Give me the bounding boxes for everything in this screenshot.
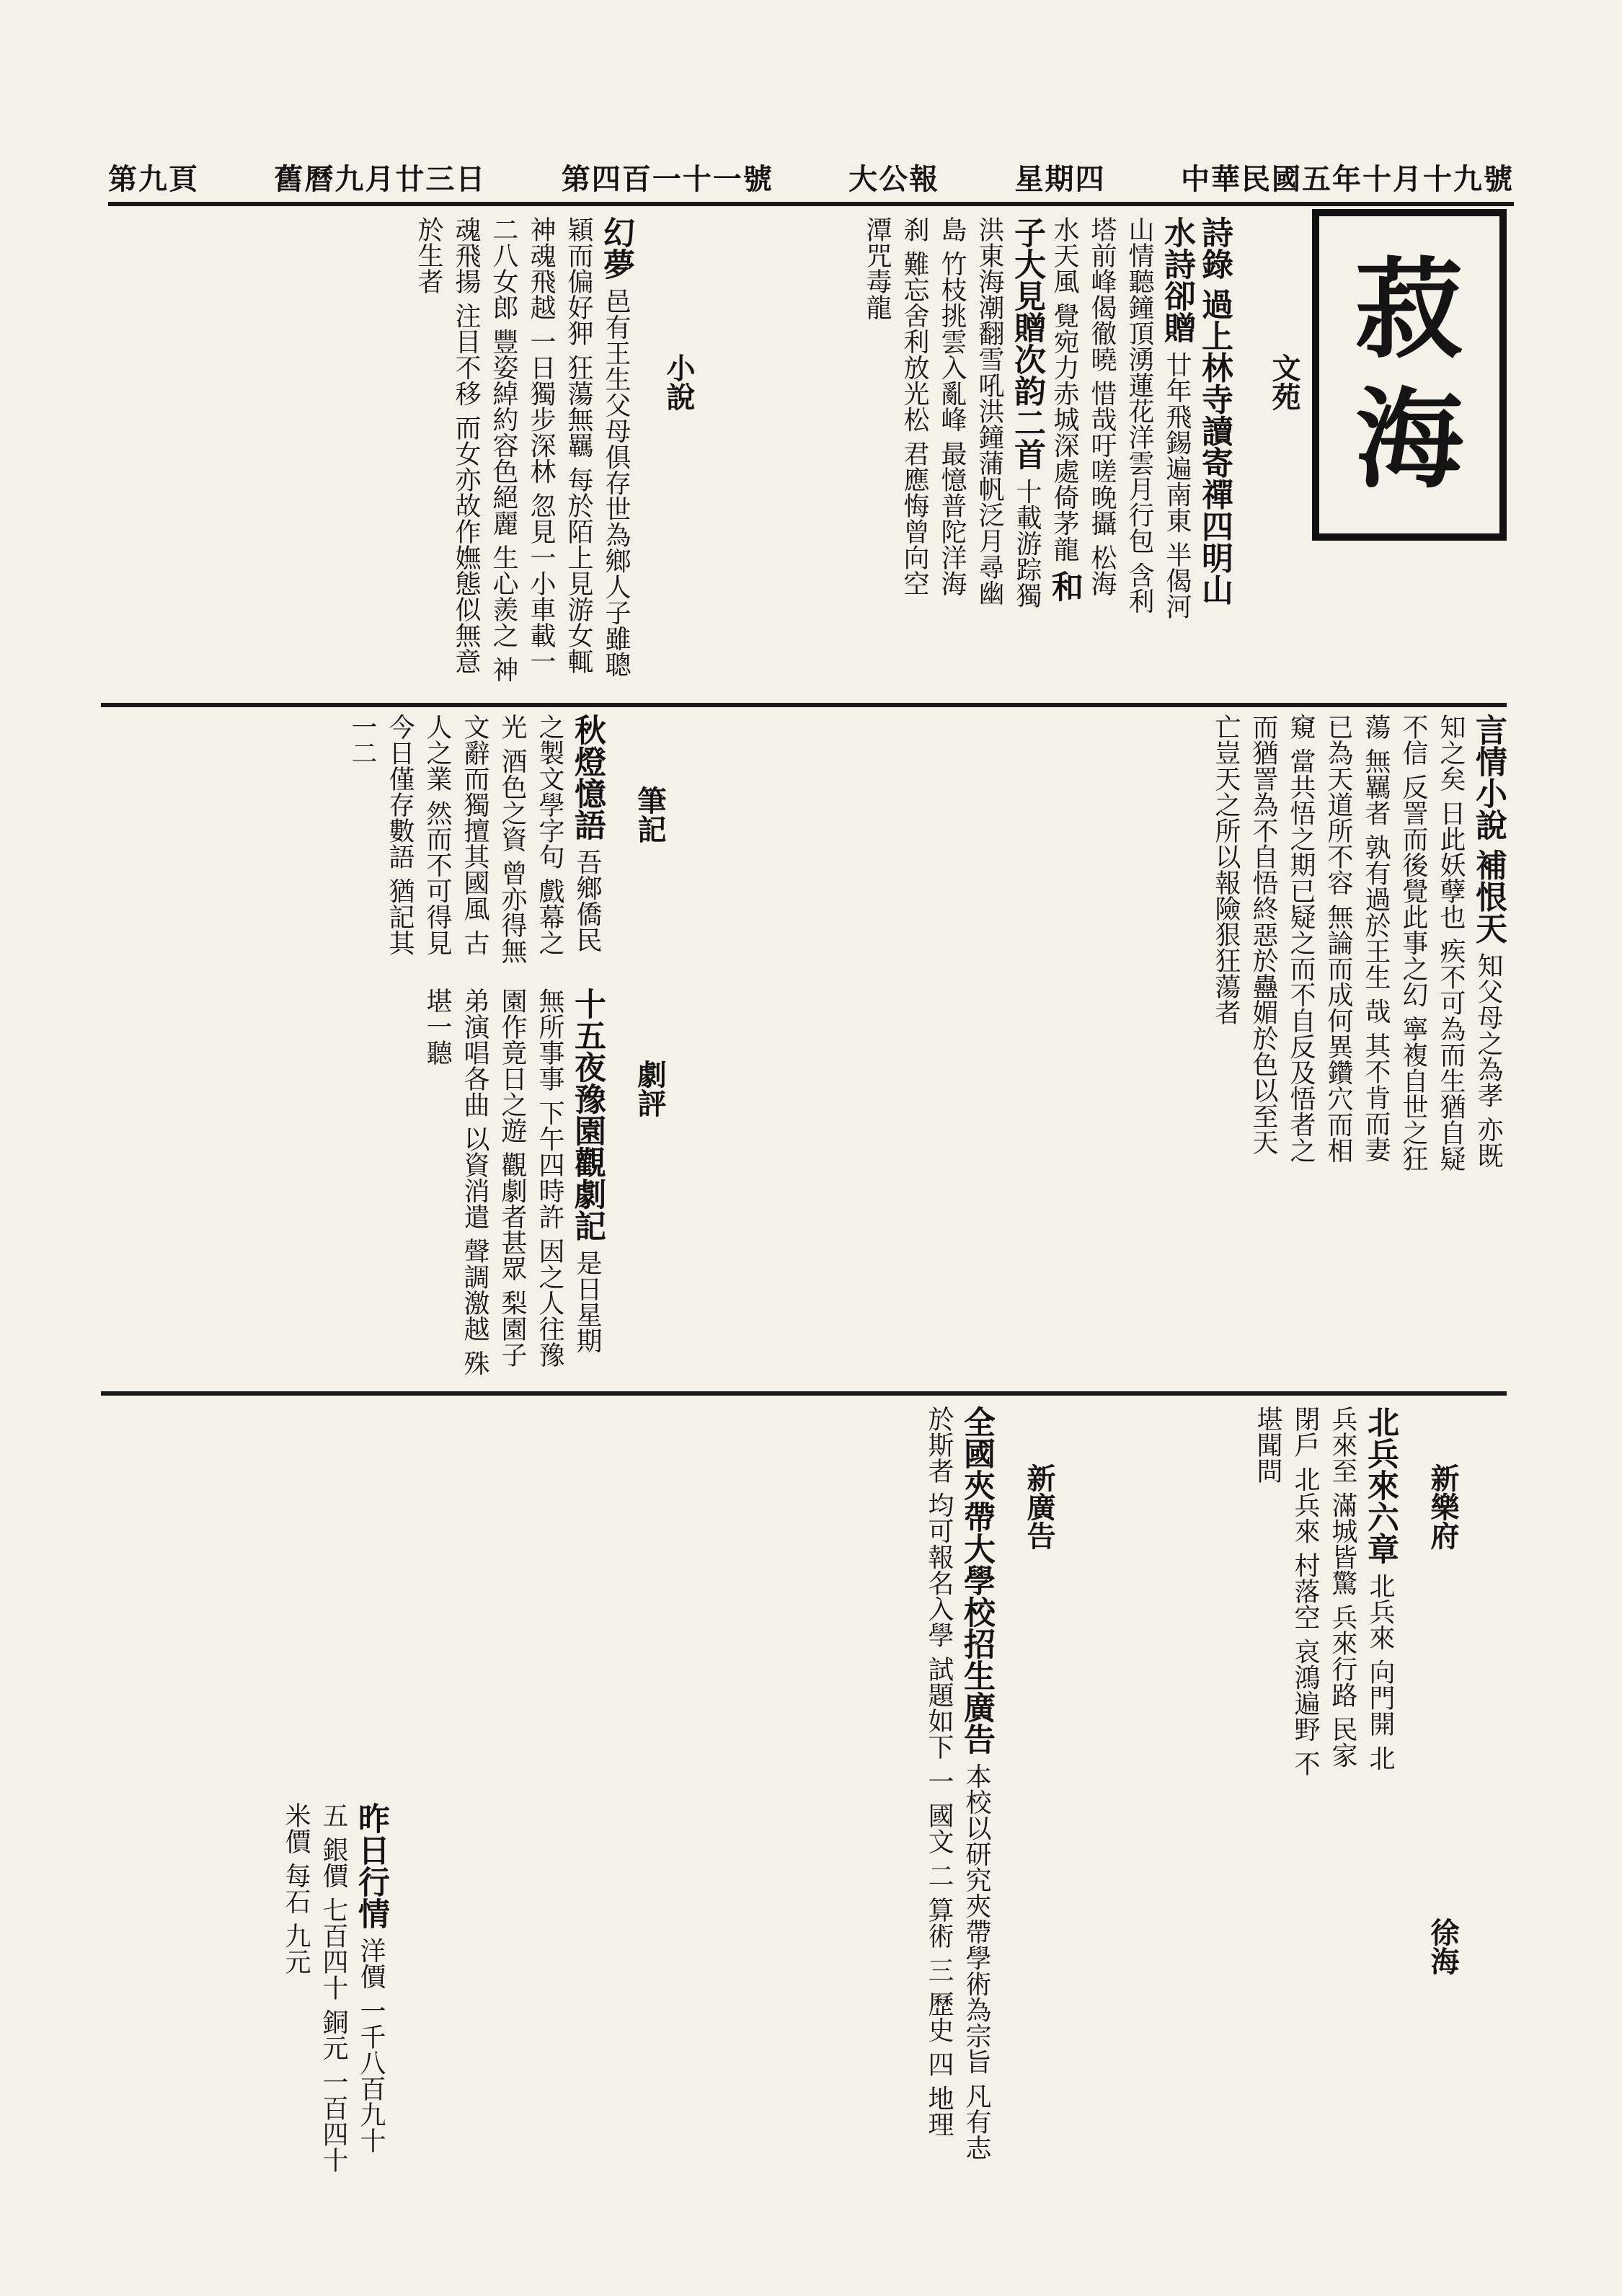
juping-label: 劇評 xyxy=(633,1060,667,1117)
wenyuan-label: 文苑 xyxy=(1267,353,1301,411)
xuhai-body: 洋價 一千八百九十五 銀價 七百四十 銅元 一百四十 米價 每石 九元 xyxy=(281,1802,386,2173)
biji-label: 筆記 xyxy=(633,786,667,843)
novel-huanmeng xyxy=(101,216,634,692)
poetry-heading: 詩錄 xyxy=(1196,216,1233,280)
xinyuefu-label: 新樂府 xyxy=(1426,1463,1460,1550)
section-title-box xyxy=(1312,209,1507,541)
xiaoshuo-label: 小說 xyxy=(662,353,696,411)
masthead-weekday: 星期四 xyxy=(1014,161,1106,196)
buhentian-subtitle: 言情小說 xyxy=(1470,714,1507,841)
novel-body: 邑有王生父母俱存世為鄉人子雖聰穎而偏好狎 狂蕩無羈 每於陌上見游女輒神魂飛越 一日獨步深林 忽見一小車載一二八女郎 豐姿綽約容色絕麗 生心羨之 神魂飛揚 注目不移 而女亦故作嫵態似無意於生者 xyxy=(414,216,631,683)
section-title-char-1: 菽 xyxy=(1355,247,1463,373)
xuhai-label: 徐海 xyxy=(1426,1918,1460,1975)
poetry-block xyxy=(829,216,1233,620)
masthead-issue: 第四百一十一號 xyxy=(561,161,774,196)
juping-title: 十五夜豫園觀劇記 xyxy=(569,988,606,1241)
xinguanggao-label: 新廣告 xyxy=(1022,1463,1056,1550)
poem-title: 過上林寺讀寄禪四明山水詩卻贈 xyxy=(1158,216,1233,606)
juping-article xyxy=(101,988,606,1377)
juping-body: 是日星期無所事事 下午四時許 因之人往豫園作竟日之遊 觀劇者甚眾 梨園子弟演唱各曲 以資消遣 聲調激越 殊堪一聽 xyxy=(422,988,602,1376)
qiudeng-title: 秋燈憶語 xyxy=(569,714,606,841)
guanggao-title: 全國夾帶大學校招生廣告 xyxy=(958,1406,995,1755)
buhentian-body: 知父母之為孝 亦既知之矣 日此妖孽也 疾不可為而生猶自疑不信 反詈而後覺此事之幻 寧複自世之狂蕩 無羈者 孰有過於王生 哉 其不肯而妻已為天道所不容 無論而成何異鑽穴而相窺 當共悟之期已疑之而不自反及悟者之而猶詈為不自悟終惡於蠱媚於色以至天亡豈天之所以報險狠狂蕩者 xyxy=(1211,714,1503,1171)
section-title-char-2: 海 xyxy=(1355,376,1463,503)
masthead xyxy=(108,151,1514,206)
novel-title: 幻夢 xyxy=(598,216,634,280)
poem-title-2: 和子大見贈次韵二首 xyxy=(1009,216,1083,602)
divider-1 xyxy=(101,703,1507,707)
novel-buhentian xyxy=(829,714,1507,1175)
xuhai-title: 昨日行情 xyxy=(353,1802,389,1929)
masthead-lunar-date: 舊曆九月廿三日 xyxy=(274,161,487,196)
qiudeng-article xyxy=(101,714,606,973)
qiudeng-body: 吾鄉僑民之製文學字句 戲幕之光 酒色之資 曾亦得無文辭而獨擅其國風 古人之業 然而不可得見 今日僅存數語 猶記其一二 xyxy=(347,714,602,964)
yuefu-title: 北兵來六章 xyxy=(1362,1406,1399,1564)
xuhai-article xyxy=(101,1802,389,2177)
poem-body: 廿年飛錫遍南東 半偈河山情聽鐘頂湧蓮花洋雲月行包 含利塔前峰偈徹曉 惜哉吁嗟晚攝 松海水天風 覺宛力赤城深處倚茅龍 xyxy=(1050,216,1192,619)
buhentian-title: 補恨天 xyxy=(1470,848,1507,944)
yuefu-body: 北兵來 向門開 北兵來至 滿城皆驚 兵來行路 民家閉戶 北兵來 村落空 哀鴻遍野 不堪聞問 xyxy=(1253,1406,1395,1776)
guanggao-article xyxy=(404,1406,995,2177)
poem-body-2: 十載游踪獨洪東海潮翻雪吼洪鐘蒲帆泛月尋幽島 竹枝挑雲入亂峰 最憶普陀洋海刹 難忘舍利放光松 君應悔曾向空潭咒毒龍 xyxy=(862,216,1042,608)
masthead-date: 中華民國五年十月十九號 xyxy=(1180,161,1514,196)
divider-2 xyxy=(101,1391,1507,1396)
masthead-paper-name: 大公報 xyxy=(848,161,940,196)
yuefu-article xyxy=(1081,1406,1399,1781)
guanggao-body: 本校以研究夾帶學術為宗旨 凡有志於斯者 均可報名入學 試題如下 一 國文 二 算術 三 歷史 四 地理 xyxy=(924,1406,991,2160)
masthead-page: 第九頁 xyxy=(108,161,199,196)
